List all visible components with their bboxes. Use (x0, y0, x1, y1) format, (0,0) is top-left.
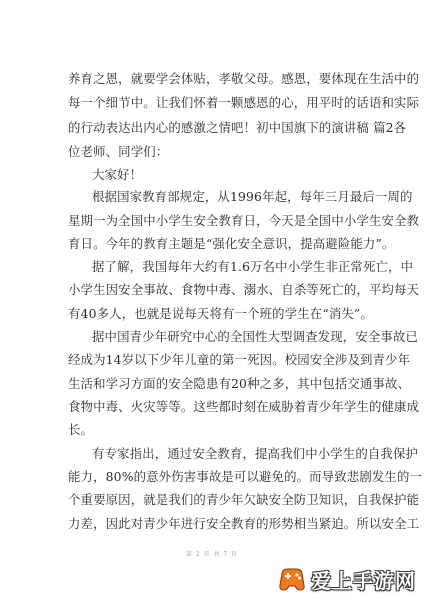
text-line: 的行动表达出内心的感激之情吧！初中国旗下的演讲稿 篇2各 (68, 120, 407, 135)
text-line: 个重要原因，就是我们的青少年欠缺安全防卫知识，自我保护能 (68, 492, 420, 507)
text-line: 经成为14岁以下少年儿童的第一死因。校园安全涉及到青少年 (68, 352, 411, 367)
site-watermark (277, 564, 416, 594)
text-line: 力差，因此对青少年进行安全教育的形势相当紧迫。所以安全工 (68, 516, 420, 531)
watermark-text: 爱上手游网 (311, 568, 416, 593)
text-line: 生活和学习方面的安全隐患有20种之多，其中包括交通事故、 (68, 376, 411, 391)
text-line: 食物中毒、火灾等等。这些都时刻在威胁着青少年学生的健康成 (68, 399, 420, 414)
text-line: 长。 (68, 422, 94, 437)
page-footer: 第 2 页 共 7 页 (185, 551, 239, 558)
text-line: 小学生因安全事故、食物中毒、溺水、自杀等死亡的，平均每天 (68, 282, 420, 297)
text-line: 有专家指出，通过安全教育，提高我们中小学生的自我保护 (92, 446, 419, 461)
text-line: 根据国家教育部规定，从1996年起，每年三月最后一周的 (92, 189, 413, 204)
text-line: 大家好！ (92, 167, 143, 182)
text-line: 据了解，我国每年大约有1.6万名中小学生非正常死亡，中 (92, 259, 414, 274)
text-line: 能力，80%的意外伤害事故是可以避免的。而导致悲剧发生的一 (68, 469, 423, 484)
text-line: 星期一为全国中小学生安全教育日，今天是全国中小学生安全教 (68, 213, 420, 228)
text-line: 育日。今年的教育主题是“强化安全意识，提高避险能力”。 (68, 236, 395, 251)
text-line: 据中国青少年研究中心的全国性大型调查发现，安全事故已 (92, 329, 419, 344)
text-line: 有40多人，也就是说每天将有一个班的学生在“消失”。 (68, 306, 373, 321)
text-line: 每一个细节中。让我们怀着一颗感恩的心，用平时的话语和实际 (68, 95, 420, 110)
text-line: 养育之恩，就要学会体贴，孝敬父母。感恩，要体现在生活中的 (68, 71, 420, 86)
game-controller-logo-icon (277, 565, 307, 593)
text-line: 位老师、同学们： (68, 144, 169, 159)
